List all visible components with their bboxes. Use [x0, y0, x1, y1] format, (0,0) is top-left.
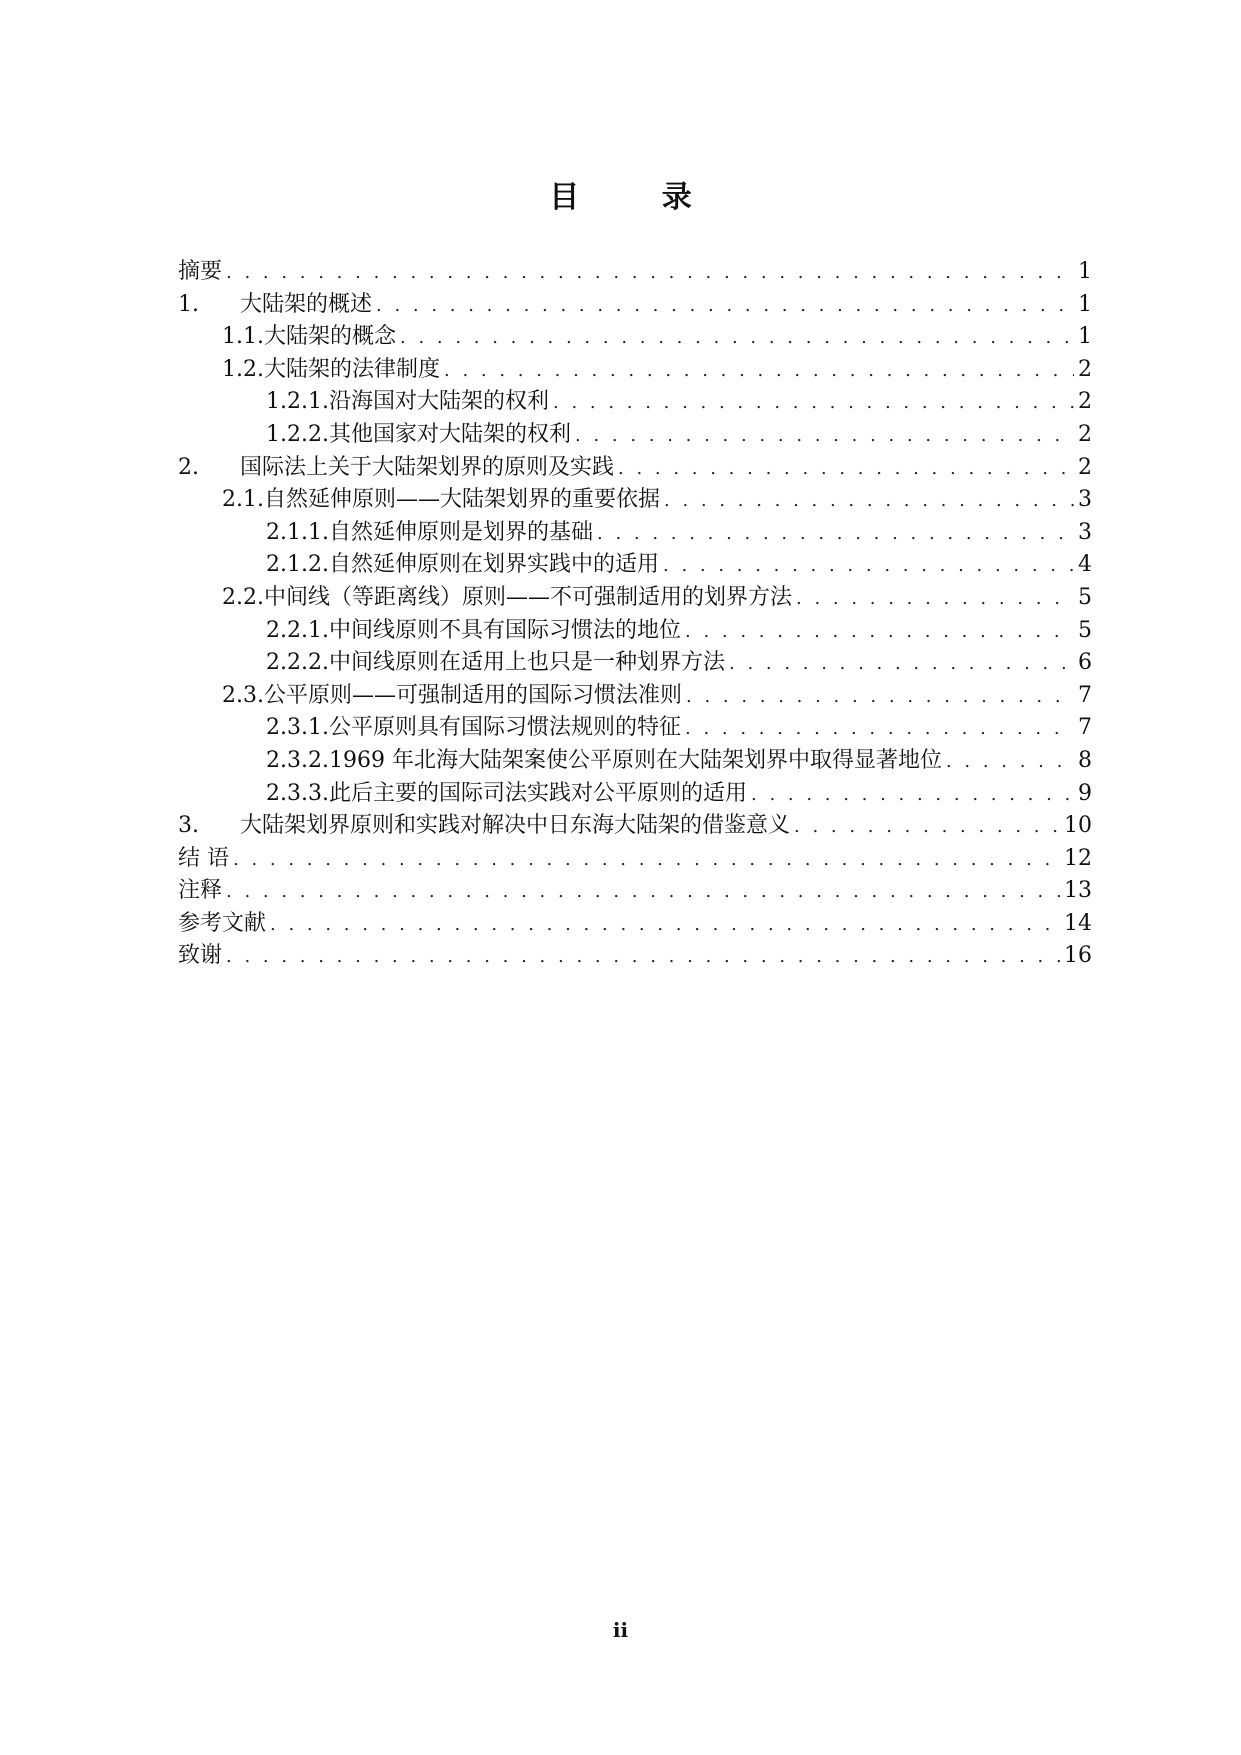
toc-dot-leader	[729, 648, 1074, 680]
toc-entry-number: 2.3.	[222, 682, 264, 708]
toc-entry-title: 1969 年北海大陆架案使公平原则在大陆架划界中取得显著地位	[328, 747, 942, 773]
toc-entry-page: 9	[1078, 780, 1092, 806]
toc-entry-page: 2	[1078, 356, 1092, 382]
toc-entry-page: 13	[1064, 878, 1092, 904]
toc-entry[interactable]	[178, 615, 1092, 648]
toc-entry-page: 12	[1064, 845, 1092, 871]
toc-entry-title: 大陆架的概述	[240, 291, 373, 317]
toc-entry-page: 7	[1078, 682, 1092, 708]
toc-entry-page: 5	[1078, 584, 1092, 610]
toc-dot-leader	[685, 616, 1074, 648]
toc-entry[interactable]	[178, 940, 1092, 973]
toc-entry-title: 中间线（等距离线）原则——不可强制适用的划界方法	[263, 584, 792, 610]
toc-entry-title: 中间线原则在适用上也只是一种划界方法	[328, 650, 725, 676]
toc-entry-title: 公平原则——可强制适用的国际习惯法准则	[263, 682, 682, 708]
toc-entry[interactable]	[178, 875, 1092, 908]
toc-entry-number: 2.1.2.	[266, 552, 329, 578]
toc-entry-page: 14	[1064, 910, 1092, 936]
toc-entry-number: 2.1.1.	[266, 519, 329, 545]
toc-dot-leader	[751, 779, 1074, 811]
toc-entry-page: 16	[1064, 943, 1092, 969]
toc-dot-leader	[796, 583, 1074, 615]
toc-entry-number: 1.2.2.	[266, 421, 329, 447]
toc-entry-title: 公平原则具有国际习惯法规则的特征	[328, 715, 681, 741]
toc-entry[interactable]	[178, 354, 1092, 387]
toc-entry-number: 2.2.2.	[266, 650, 329, 676]
toc-entry-page: 8	[1078, 747, 1092, 773]
toc-dot-leader	[664, 485, 1074, 517]
toc-entry[interactable]	[178, 712, 1092, 745]
toc-dot-leader	[233, 844, 1060, 876]
toc-dot-leader	[376, 290, 1074, 322]
toc-entry-title: 其他国家对大陆架的权利	[328, 421, 571, 447]
toc-entry-title: 国际法上关于大陆架划界的原则及实践	[240, 454, 615, 480]
table-of-contents	[178, 256, 1092, 973]
toc-dot-leader	[597, 518, 1074, 550]
toc-entry-title: 大陆架的法律制度	[263, 356, 440, 382]
toc-dot-leader	[226, 941, 1060, 973]
toc-dot-leader	[794, 811, 1060, 843]
toc-entry-title: 自然延伸原则在划界实践中的适用	[328, 552, 659, 578]
toc-entry[interactable]	[178, 419, 1092, 452]
toc-entry[interactable]	[178, 321, 1092, 354]
toc-entry[interactable]	[178, 517, 1092, 550]
toc-title: 目 录	[549, 180, 728, 215]
toc-dot-leader	[618, 453, 1074, 485]
toc-entry[interactable]	[178, 745, 1092, 778]
toc-entry-title: 致谢	[178, 943, 223, 969]
toc-entry[interactable]	[178, 484, 1092, 517]
toc-entry-number: 2.2.1.	[266, 617, 329, 643]
toc-entry-number: 2.3.2.	[266, 747, 329, 773]
toc-dot-leader	[226, 257, 1074, 289]
toc-entry-number: 1.2.1.	[266, 389, 329, 415]
toc-entry-page: 4	[1078, 552, 1092, 578]
toc-entry-number: 2.3.1.	[266, 715, 329, 741]
toc-entry[interactable]	[178, 452, 1092, 485]
toc-dot-leader	[686, 681, 1074, 713]
toc-entry-page: 5	[1078, 617, 1092, 643]
toc-dot-leader	[575, 420, 1074, 452]
toc-entry-title: 沿海国对大陆架的权利	[328, 389, 549, 415]
toc-dot-leader	[553, 387, 1074, 419]
toc-entry-title: 参考文献	[178, 910, 267, 936]
toc-dot-leader	[685, 713, 1074, 745]
toc-entry-title: 中间线原则不具有国际习惯法的地位	[328, 617, 681, 643]
toc-entry[interactable]	[178, 843, 1092, 876]
toc-entry-page: 2	[1078, 421, 1092, 447]
toc-entry-page: 1	[1078, 324, 1092, 350]
toc-entry-page: 3	[1078, 487, 1092, 513]
toc-dot-leader	[270, 909, 1060, 941]
toc-entry-page: 2	[1078, 389, 1092, 415]
toc-entry-number: 3.	[178, 813, 199, 839]
toc-dot-leader	[946, 746, 1074, 778]
toc-entry-number: 1.1.	[222, 324, 264, 350]
toc-entry[interactable]	[178, 647, 1092, 680]
toc-dot-leader	[663, 550, 1074, 582]
toc-entry[interactable]	[178, 549, 1092, 582]
toc-entry-number: 1.	[178, 291, 199, 317]
toc-dot-leader	[226, 876, 1060, 908]
toc-entry[interactable]	[178, 908, 1092, 941]
page-number: ii	[612, 1618, 629, 1642]
toc-entry[interactable]	[178, 810, 1092, 843]
toc-entry-page: 10	[1064, 813, 1092, 839]
toc-entry-number: 1.2.	[222, 356, 264, 382]
toc-entry-page: 6	[1078, 650, 1092, 676]
toc-entry[interactable]	[178, 386, 1092, 419]
toc-entry[interactable]	[178, 289, 1092, 322]
toc-entry-title: 自然延伸原则是划界的基础	[328, 519, 593, 545]
toc-entry[interactable]	[178, 582, 1092, 615]
toc-dot-leader	[400, 322, 1074, 354]
toc-entry-number: 2.	[178, 454, 199, 480]
toc-entry-title: 大陆架划界原则和实践对解决中日东海大陆架的借鉴意义	[240, 813, 791, 839]
toc-entry[interactable]	[178, 680, 1092, 713]
toc-entry-title: 结 语	[178, 845, 229, 871]
toc-entry-title: 自然延伸原则——大陆架划界的重要依据	[263, 487, 660, 513]
toc-entry-title: 注释	[178, 878, 223, 904]
toc-dot-leader	[444, 355, 1074, 387]
toc-entry-title: 摘要	[178, 259, 223, 284]
toc-entry-title: 此后主要的国际司法实践对公平原则的适用	[328, 780, 747, 806]
toc-entry-page: 2	[1078, 454, 1092, 480]
toc-entry-number: 2.3.3.	[266, 780, 329, 806]
toc-entry[interactable]	[178, 256, 1092, 289]
toc-entry-number: 2.2.	[222, 584, 264, 610]
toc-entry-number: 2.1.	[222, 487, 264, 513]
toc-entry[interactable]	[178, 778, 1092, 811]
toc-entry-page: 1	[1078, 259, 1092, 284]
toc-entry-title: 大陆架的概念	[263, 324, 396, 350]
toc-entry-page: 1	[1078, 291, 1092, 317]
toc-entry-page: 3	[1078, 519, 1092, 545]
toc-entry-page: 7	[1078, 715, 1092, 741]
